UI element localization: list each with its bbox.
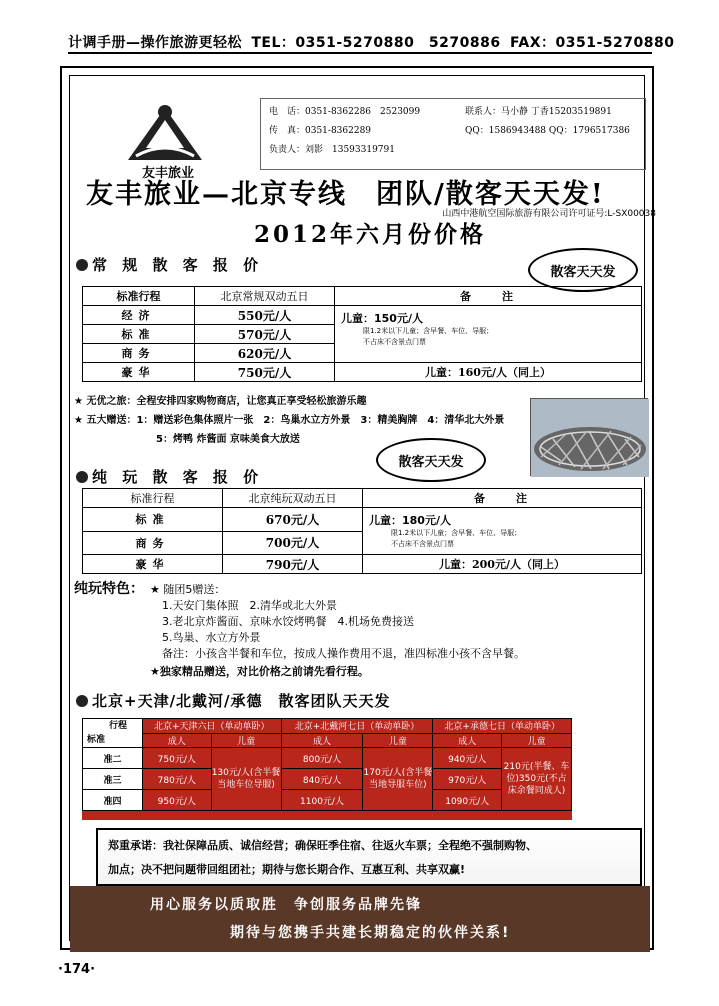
table-row: [83, 748, 572, 769]
contact-fax: 传 真：0351-8362289: [269, 126, 372, 136]
price-cell: 1100元/人: [281, 790, 363, 811]
month-title: 2012年六月份价格: [253, 221, 486, 248]
feature-item: ★ 随团5赠送：: [150, 583, 226, 596]
child-luxury-cell: 儿童：200元/人（同上）: [363, 555, 642, 574]
price-cell: 970元/人: [433, 769, 502, 790]
table-row: [83, 306, 642, 325]
license-number: 山西中港航空国际旅游有限公司许可证号:L-SX00038: [442, 209, 656, 219]
section-regular-title: [76, 254, 263, 275]
child-note-cell: [363, 508, 642, 555]
header-fax: FAX：0351-5270880: [509, 35, 675, 51]
child-detail: 限1.2米以下儿童；含早餐、车位、导服；: [363, 327, 494, 335]
contact-box: [260, 98, 646, 170]
bullet-icon: [76, 259, 88, 271]
price-cell: 570元/人: [195, 325, 335, 344]
corner-bottom: 标准: [87, 735, 106, 745]
price-cell: 840元/人: [281, 769, 363, 790]
section-pure-label: 纯 玩 散 客 报 价: [92, 468, 264, 486]
cloud-badge-regular: 散客天天发: [528, 248, 638, 292]
contact-qq: QQ：1586943488 QQ：1796517386: [465, 126, 630, 136]
child-header: 儿童: [502, 733, 572, 748]
route-header: 北京+北戴河七日（单动单卧）: [281, 719, 433, 734]
section-regular-label: 常 规 散 客 报 价: [92, 256, 264, 274]
level-cell: 商务: [83, 531, 223, 555]
header-cell: 北京纯玩双动五日: [223, 489, 363, 508]
price-cell: 750元/人: [143, 748, 212, 769]
feature-item: 5.鸟巢、水立方外景: [162, 631, 261, 644]
cloud-badge-pure: 散客天天发: [376, 438, 486, 482]
page-number: ·174·: [58, 962, 96, 977]
header-slogan: 计调手册—操作旅游更轻松: [68, 35, 242, 51]
slogan-line: 用心服务以质取胜 争创服务品牌先锋: [150, 897, 422, 913]
table-row: [83, 719, 572, 734]
feature-item: 1.天安门集体照 2.清华或北大外景: [162, 599, 337, 612]
level-cell: 准四: [83, 790, 143, 811]
birds-nest-stadium-image: [530, 398, 648, 476]
promise-box: [96, 828, 642, 886]
child-price-cell: 130元/人(含半餐当地车位导服): [211, 748, 281, 811]
section-combo-title: [76, 690, 391, 711]
level-cell: 标准: [83, 325, 195, 344]
level-cell: 准三: [83, 769, 143, 790]
price-cell: 550元/人: [195, 306, 335, 325]
bullet-icon: [76, 471, 88, 483]
level-cell: 经济: [83, 306, 195, 325]
contact-person: 联系人：马小静 丁香15203519891: [465, 107, 612, 117]
adult-header: 成人: [143, 733, 212, 748]
section-pure-title: [76, 466, 263, 487]
table-row: [83, 363, 642, 382]
logo-brand-text: 友丰旅业: [141, 166, 194, 181]
stadium-icon: [531, 399, 649, 477]
level-cell: 准二: [83, 748, 143, 769]
table-row: [83, 733, 572, 748]
regular-price-table: [82, 286, 642, 382]
price-cell: 670元/人: [223, 508, 363, 532]
regular-notes: [74, 392, 574, 449]
corner-cell: [83, 719, 143, 748]
level-cell: 豪华: [83, 363, 195, 382]
price-cell: 780元/人: [143, 769, 212, 790]
slogan-banner: [70, 886, 650, 952]
child-note-cell: [335, 306, 642, 363]
header-tel: TEL：0351-5270880 5270886: [251, 35, 501, 51]
mountain-logo-icon: [122, 100, 208, 164]
price-cell: 700元/人: [223, 531, 363, 555]
advert-frame: [60, 66, 654, 950]
child-detail: 不占床不含景点门票: [363, 338, 426, 346]
advert-inner: [69, 75, 656, 941]
section-combo-label: 北京+天津/北戴河/承德 散客团队天天发: [92, 692, 391, 710]
price-cell: 800元/人: [281, 748, 363, 769]
level-cell: 豪华: [83, 555, 223, 574]
price-cell: 790元/人: [223, 555, 363, 574]
table-row: [83, 790, 572, 811]
child-price-cell: 210元(半餐、车位)350元(不占床余餐同成人): [502, 748, 572, 811]
child-header: 儿童: [363, 733, 433, 748]
table-row: [83, 489, 642, 508]
headline: 友丰旅业—北京专线 团队/散客天天发!: [86, 179, 605, 210]
header-cell: 备 注: [363, 489, 642, 508]
note-line: 5：烤鸭 炸酱面 京味美食大放送: [156, 434, 300, 445]
promise-line: 郑重承诺：我社保障品质、诚信经营；确保旺季住宿、往返火车票；全程绝不强制购物、: [108, 839, 537, 852]
child-header: 儿童: [211, 733, 281, 748]
slogan-line: 期待与您携手共建长期稳定的伙伴关系!: [230, 925, 511, 941]
price-cell: 620元/人: [195, 344, 335, 363]
child-detail: 不占床不含景点门票: [391, 540, 454, 548]
table-row: [83, 287, 642, 306]
child-detail: 限1.2米以下儿童；含早餐、车位、导服；: [391, 529, 522, 537]
child-price: 儿童：150元/人: [341, 312, 423, 325]
header-cell: 标准行程: [83, 287, 195, 306]
header-cell: 标准行程: [83, 489, 223, 508]
combo-price-table: [82, 718, 572, 811]
child-luxury-cell: 儿童：160元/人（同上）: [335, 363, 642, 382]
price-cell: 950元/人: [143, 790, 212, 811]
route-header: 北京+承德七日（单动单卧）: [433, 719, 572, 734]
price-cell: 750元/人: [195, 363, 335, 382]
level-cell: 标准: [83, 508, 223, 532]
features-title: 纯玩特色：: [74, 581, 144, 597]
header-cell: 备 注: [335, 287, 642, 306]
adult-header: 成人: [433, 733, 502, 748]
contact-manager: 负责人：刘影 13593319791: [269, 145, 395, 155]
child-price-cell: 170元/人(含半餐当地导服车位): [363, 748, 433, 811]
route-header: 北京+天津六日（单动单卧）: [143, 719, 282, 734]
adult-header: 成人: [281, 733, 363, 748]
header-cell: 北京常规双动五日: [195, 287, 335, 306]
features-list: [150, 582, 600, 680]
pure-price-table: [82, 488, 642, 574]
level-cell: 商务: [83, 344, 195, 363]
price-cell: 1090元/人: [433, 790, 502, 811]
promise-line: 加点；决不把问题带回组团社；期待与您长期合作、互惠互利、共享双赢!: [108, 863, 466, 876]
page-header-bar: [68, 32, 675, 54]
contact-phone: 电 话：0351-8362286 2523099: [269, 107, 421, 117]
price-cell: 940元/人: [433, 748, 502, 769]
note-line: ★ 无优之旅：全程安排四家购物商店，让您真正享受轻松旅游乐趣: [74, 396, 367, 407]
feature-item: 3.老北京炸酱面、京味水饺烤鸭餐 4.机场免费接送: [162, 615, 414, 628]
feature-item: 备注：小孩含半餐和车位，按成人操作费用不退，准四标准小孩不含早餐。: [162, 647, 525, 660]
note-line: ★ 五大赠送：1：赠送彩色集体照片一张 2：鸟巢水立方外景 3：精美胸牌 4：清华北大外景: [74, 415, 505, 426]
feature-item: ★独家精品赠送，对比价格之前请先看行程。: [150, 665, 369, 678]
table-row: [83, 508, 642, 532]
bullet-icon: [76, 695, 88, 707]
corner-top: 行程: [109, 721, 128, 731]
child-price: 儿童：180元/人: [369, 514, 451, 527]
table-row: [83, 555, 642, 574]
table-row: [83, 769, 572, 790]
